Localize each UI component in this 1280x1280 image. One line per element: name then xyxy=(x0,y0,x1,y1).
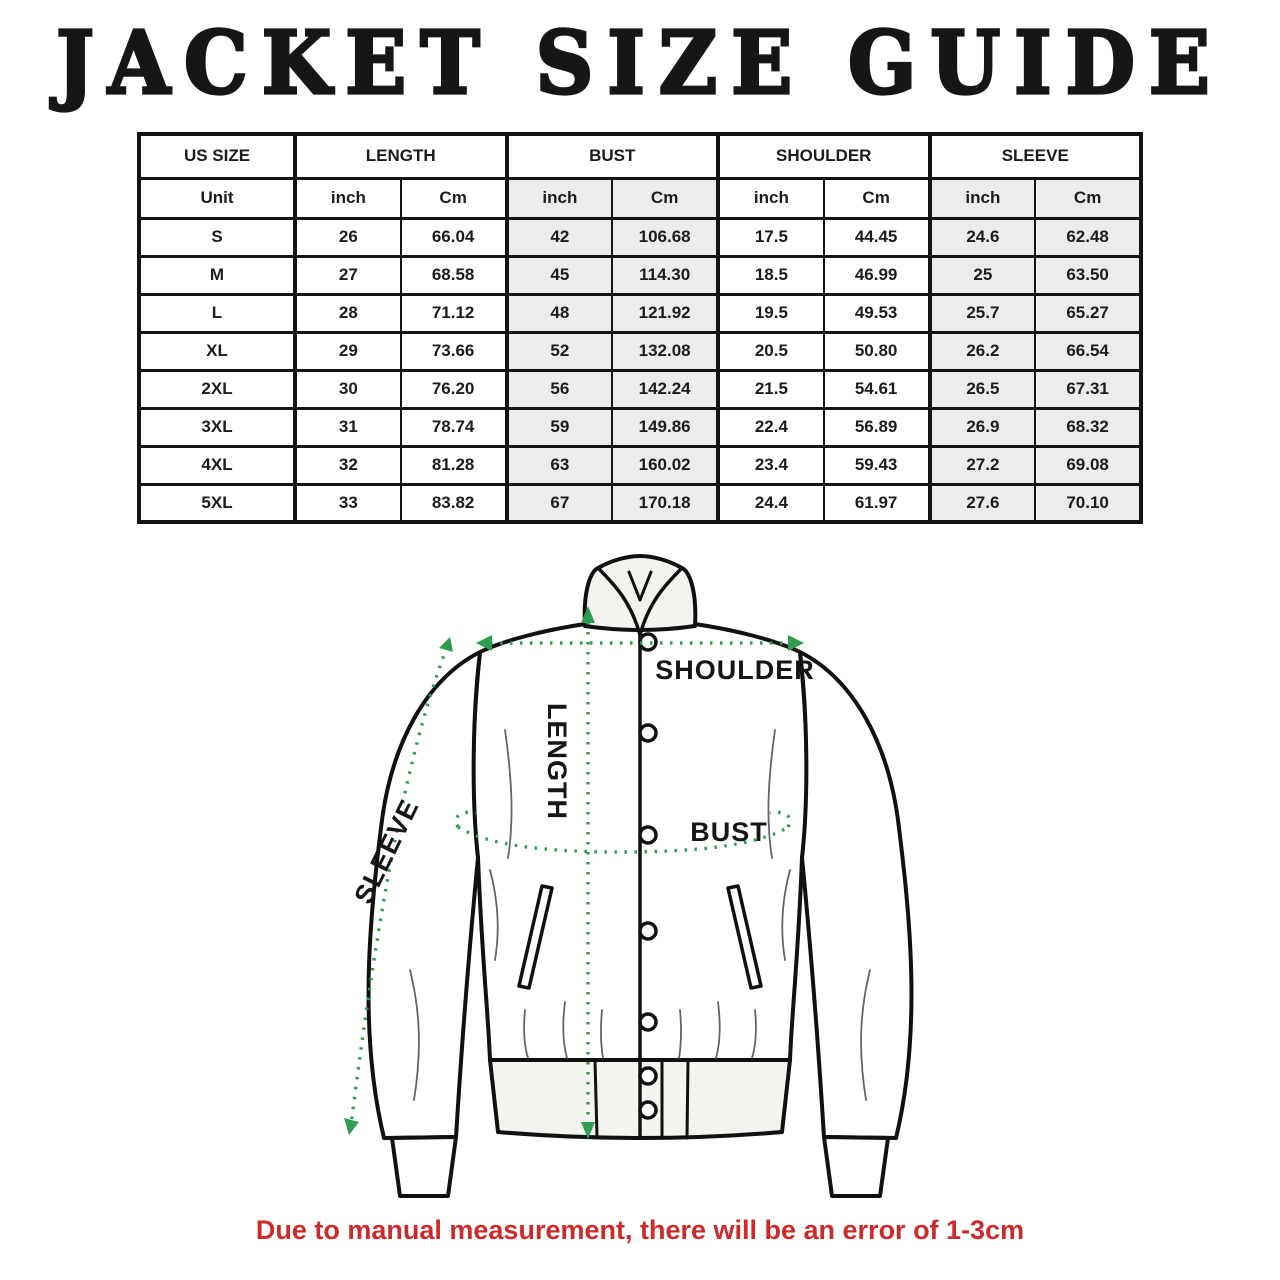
unit-cell: Cm xyxy=(612,178,718,218)
value-cell: 59.43 xyxy=(824,446,930,484)
value-cell: 78.74 xyxy=(401,408,507,446)
value-cell: 31 xyxy=(295,408,401,446)
value-cell: 21.5 xyxy=(718,370,824,408)
value-cell: 24.6 xyxy=(930,218,1036,256)
arrowhead xyxy=(439,637,453,652)
group-header-row xyxy=(139,134,1141,178)
value-cell: 32 xyxy=(295,446,401,484)
arrowhead xyxy=(344,1118,359,1135)
value-cell: 67 xyxy=(507,484,613,522)
value-cell: 66.54 xyxy=(1035,332,1141,370)
value-cell: 42 xyxy=(507,218,613,256)
value-cell: 132.08 xyxy=(612,332,718,370)
value-cell: 30 xyxy=(295,370,401,408)
value-cell: 81.28 xyxy=(401,446,507,484)
value-cell: 65.27 xyxy=(1035,294,1141,332)
shoulder-label: SHOULDER xyxy=(655,655,815,685)
value-cell: 62.48 xyxy=(1035,218,1141,256)
value-cell: 23.4 xyxy=(718,446,824,484)
jacket-outline-svg xyxy=(340,540,940,1200)
jacket-diagram xyxy=(340,540,940,1205)
value-cell: 66.04 xyxy=(401,218,507,256)
button xyxy=(640,1014,656,1030)
value-cell: 142.24 xyxy=(612,370,718,408)
size-row xyxy=(139,256,1141,294)
size-table xyxy=(137,132,1143,524)
size-row xyxy=(139,332,1141,370)
col-header-bust: BUST xyxy=(507,134,719,178)
button xyxy=(640,1102,656,1118)
value-cell: 19.5 xyxy=(718,294,824,332)
size-row xyxy=(139,484,1141,522)
value-cell: 50.80 xyxy=(824,332,930,370)
unit-cell: inch xyxy=(507,178,613,218)
button xyxy=(640,725,656,741)
value-cell: 27.6 xyxy=(930,484,1036,522)
value-cell: 56.89 xyxy=(824,408,930,446)
value-cell: 63 xyxy=(507,446,613,484)
value-cell: 69.08 xyxy=(1035,446,1141,484)
col-header-shoulder: SHOULDER xyxy=(718,134,930,178)
measurement-note: Due to manual measurement, there will be an error of 1-3cm xyxy=(255,1215,1025,1245)
value-cell: 49.53 xyxy=(824,294,930,332)
col-header-us-size: US SIZE xyxy=(139,134,295,178)
value-cell: 56 xyxy=(507,370,613,408)
value-cell: 26.9 xyxy=(930,408,1036,446)
value-cell: 121.92 xyxy=(612,294,718,332)
unit-cell: Cm xyxy=(401,178,507,218)
page-title: JACKET SIZE GUIDE xyxy=(56,12,1224,114)
size-table-body xyxy=(139,218,1141,522)
size-label-cell: 4XL xyxy=(139,446,295,484)
value-cell: 170.18 xyxy=(612,484,718,522)
value-cell: 25 xyxy=(930,256,1036,294)
bust-label: BUST xyxy=(690,817,768,847)
collar xyxy=(585,556,696,630)
value-cell: 45 xyxy=(507,256,613,294)
value-cell: 28 xyxy=(295,294,401,332)
value-cell: 25.7 xyxy=(930,294,1036,332)
value-cell: 149.86 xyxy=(612,408,718,446)
size-label-cell: 5XL xyxy=(139,484,295,522)
unit-cell: inch xyxy=(295,178,401,218)
unit-cell: inch xyxy=(930,178,1036,218)
value-cell: 54.61 xyxy=(824,370,930,408)
value-cell: 27.2 xyxy=(930,446,1036,484)
size-row xyxy=(139,408,1141,446)
value-cell: 17.5 xyxy=(718,218,824,256)
value-cell: 71.12 xyxy=(401,294,507,332)
size-row xyxy=(139,218,1141,256)
unit-cell: Cm xyxy=(824,178,930,218)
left-cuff xyxy=(392,1137,456,1196)
size-row xyxy=(139,446,1141,484)
value-cell: 24.4 xyxy=(718,484,824,522)
value-cell: 83.82 xyxy=(401,484,507,522)
value-cell: 26.5 xyxy=(930,370,1036,408)
value-cell: 70.10 xyxy=(1035,484,1141,522)
value-cell: 76.20 xyxy=(401,370,507,408)
unit-header-row xyxy=(139,178,1141,218)
size-label-cell: S xyxy=(139,218,295,256)
value-cell: 52 xyxy=(507,332,613,370)
value-cell: 68.32 xyxy=(1035,408,1141,446)
size-row xyxy=(139,370,1141,408)
value-cell: 59 xyxy=(507,408,613,446)
size-label-cell: L xyxy=(139,294,295,332)
value-cell: 44.45 xyxy=(824,218,930,256)
size-label-cell: 3XL xyxy=(139,408,295,446)
col-header-sleeve: SLEEVE xyxy=(930,134,1142,178)
value-cell: 26 xyxy=(295,218,401,256)
left-sleeve xyxy=(369,652,480,1138)
value-cell: 61.97 xyxy=(824,484,930,522)
size-label-cell: 2XL xyxy=(139,370,295,408)
value-cell: 160.02 xyxy=(612,446,718,484)
value-cell: 67.31 xyxy=(1035,370,1141,408)
value-cell: 29 xyxy=(295,332,401,370)
value-cell: 20.5 xyxy=(718,332,824,370)
button xyxy=(640,827,656,843)
right-cuff xyxy=(824,1137,888,1196)
value-cell: 68.58 xyxy=(401,256,507,294)
value-cell: 18.5 xyxy=(718,256,824,294)
value-cell: 73.66 xyxy=(401,332,507,370)
col-header-length: LENGTH xyxy=(295,134,507,178)
value-cell: 114.30 xyxy=(612,256,718,294)
value-cell: 26.2 xyxy=(930,332,1036,370)
size-label-cell: XL xyxy=(139,332,295,370)
value-cell: 63.50 xyxy=(1035,256,1141,294)
right-sleeve xyxy=(800,652,911,1138)
value-cell: 46.99 xyxy=(824,256,930,294)
value-cell: 27 xyxy=(295,256,401,294)
size-row xyxy=(139,294,1141,332)
size-label-cell: M xyxy=(139,256,295,294)
value-cell: 33 xyxy=(295,484,401,522)
button xyxy=(640,923,656,939)
value-cell: 48 xyxy=(507,294,613,332)
sleeve-label: SLEEVE xyxy=(348,794,425,909)
value-cell: 22.4 xyxy=(718,408,824,446)
unit-cell: Unit xyxy=(139,178,295,218)
unit-cell: inch xyxy=(718,178,824,218)
button xyxy=(640,1068,656,1084)
length-label: LENGTH xyxy=(542,703,572,820)
value-cell: 106.68 xyxy=(612,218,718,256)
unit-cell: Cm xyxy=(1035,178,1141,218)
